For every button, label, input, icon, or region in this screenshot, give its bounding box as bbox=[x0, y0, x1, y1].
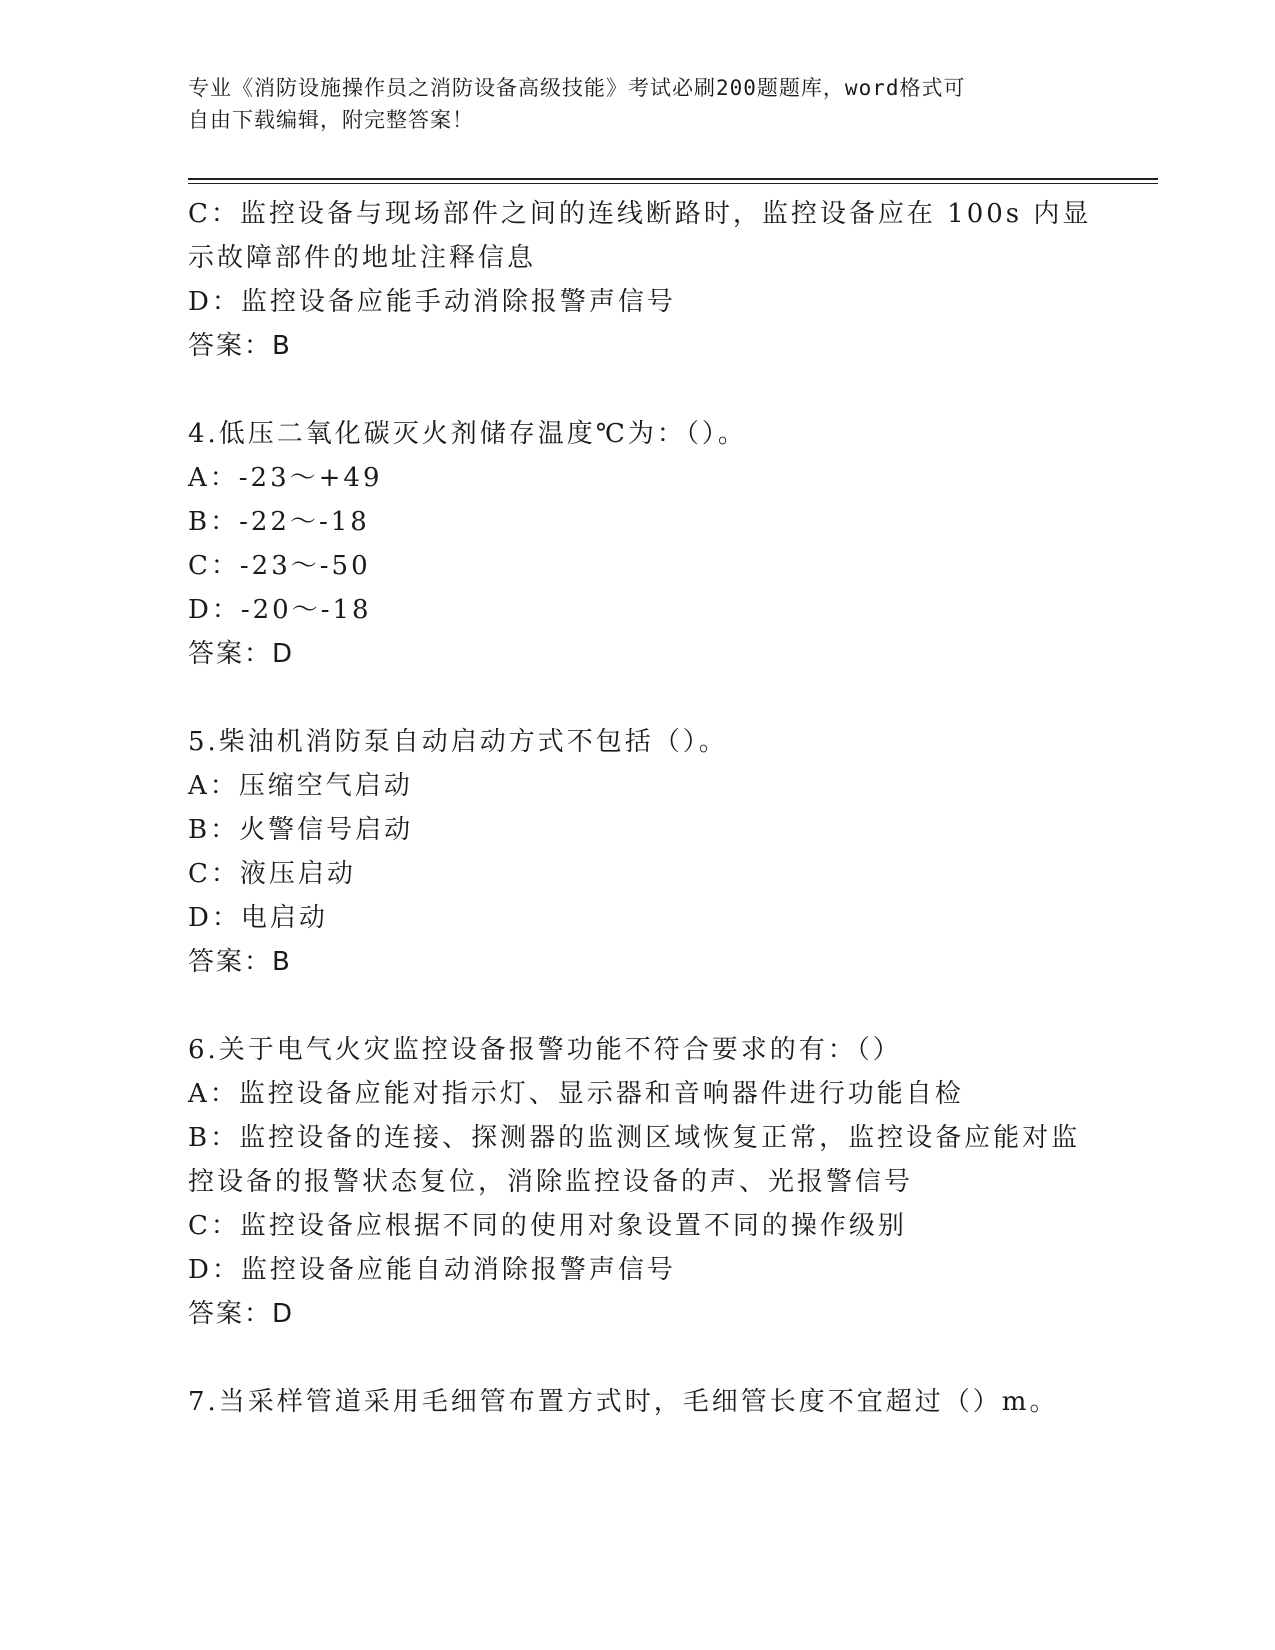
q3-option-c-line-2: 示故障部件的地址注释信息 bbox=[188, 243, 537, 273]
q6-option-b-line-1: B：监控设备的连接、探测器的监测区域恢复正常，监控设备应能对监 bbox=[188, 1123, 1081, 1153]
q4-option-d: D：-20～-18 bbox=[188, 595, 372, 625]
header-title-line-2: 自由下载编辑，附完整答案！ bbox=[188, 108, 474, 132]
header-title-line-1: 专业《消防设施操作员之消防设备高级技能》考试必刷200题题库，word格式可 bbox=[188, 76, 966, 100]
header-divider-thin bbox=[188, 183, 1158, 184]
q6-question: 6.关于电气火灾监控设备报警功能不符合要求的有：（） bbox=[188, 1035, 902, 1065]
q5-option-a: A：压缩空气启动 bbox=[188, 771, 413, 801]
q5-option-b: B：火警信号启动 bbox=[188, 815, 414, 845]
q5-option-c: C：液压启动 bbox=[188, 859, 356, 889]
q7-question: 7.当采样管道采用毛细管布置方式时，毛细管长度不宜超过（）m。 bbox=[188, 1387, 1059, 1417]
q6-option-c: C：监控设备应根据不同的使用对象设置不同的操作级别 bbox=[188, 1211, 907, 1241]
q4-option-c: C：-23～-50 bbox=[188, 551, 371, 581]
q6-option-b-line-2: 控设备的报警状态复位，消除监控设备的声、光报警信号 bbox=[188, 1167, 914, 1197]
q4-answer: 答案：D bbox=[188, 639, 295, 669]
document-header bbox=[188, 72, 1088, 136]
q3-option-c-line-1: C：监控设备与现场部件之间的连线断路时，监控设备应在 100s 内显 bbox=[188, 199, 1092, 229]
q6-option-d: D：监控设备应能自动消除报警声信号 bbox=[188, 1255, 676, 1285]
q3-option-d: D：监控设备应能手动消除报警声信号 bbox=[188, 287, 676, 317]
q5-answer: 答案：B bbox=[188, 947, 292, 977]
q4-question: 4.低压二氧化碳灭火剂储存温度℃为：（）。 bbox=[188, 419, 747, 449]
q5-question: 5.柴油机消防泵自动启动方式不包括（）。 bbox=[188, 727, 728, 757]
q6-option-a: A：监控设备应能对指示灯、显示器和音响器件进行功能自检 bbox=[188, 1079, 964, 1109]
q3-answer: 答案：B bbox=[188, 331, 292, 361]
q5-option-d: D：电启动 bbox=[188, 903, 328, 933]
q6-answer: 答案：D bbox=[188, 1299, 295, 1329]
header-divider-thick bbox=[188, 178, 1158, 180]
q4-option-b: B：-22～-18 bbox=[188, 507, 370, 537]
q4-option-a: A：-23～+49 bbox=[188, 463, 383, 493]
